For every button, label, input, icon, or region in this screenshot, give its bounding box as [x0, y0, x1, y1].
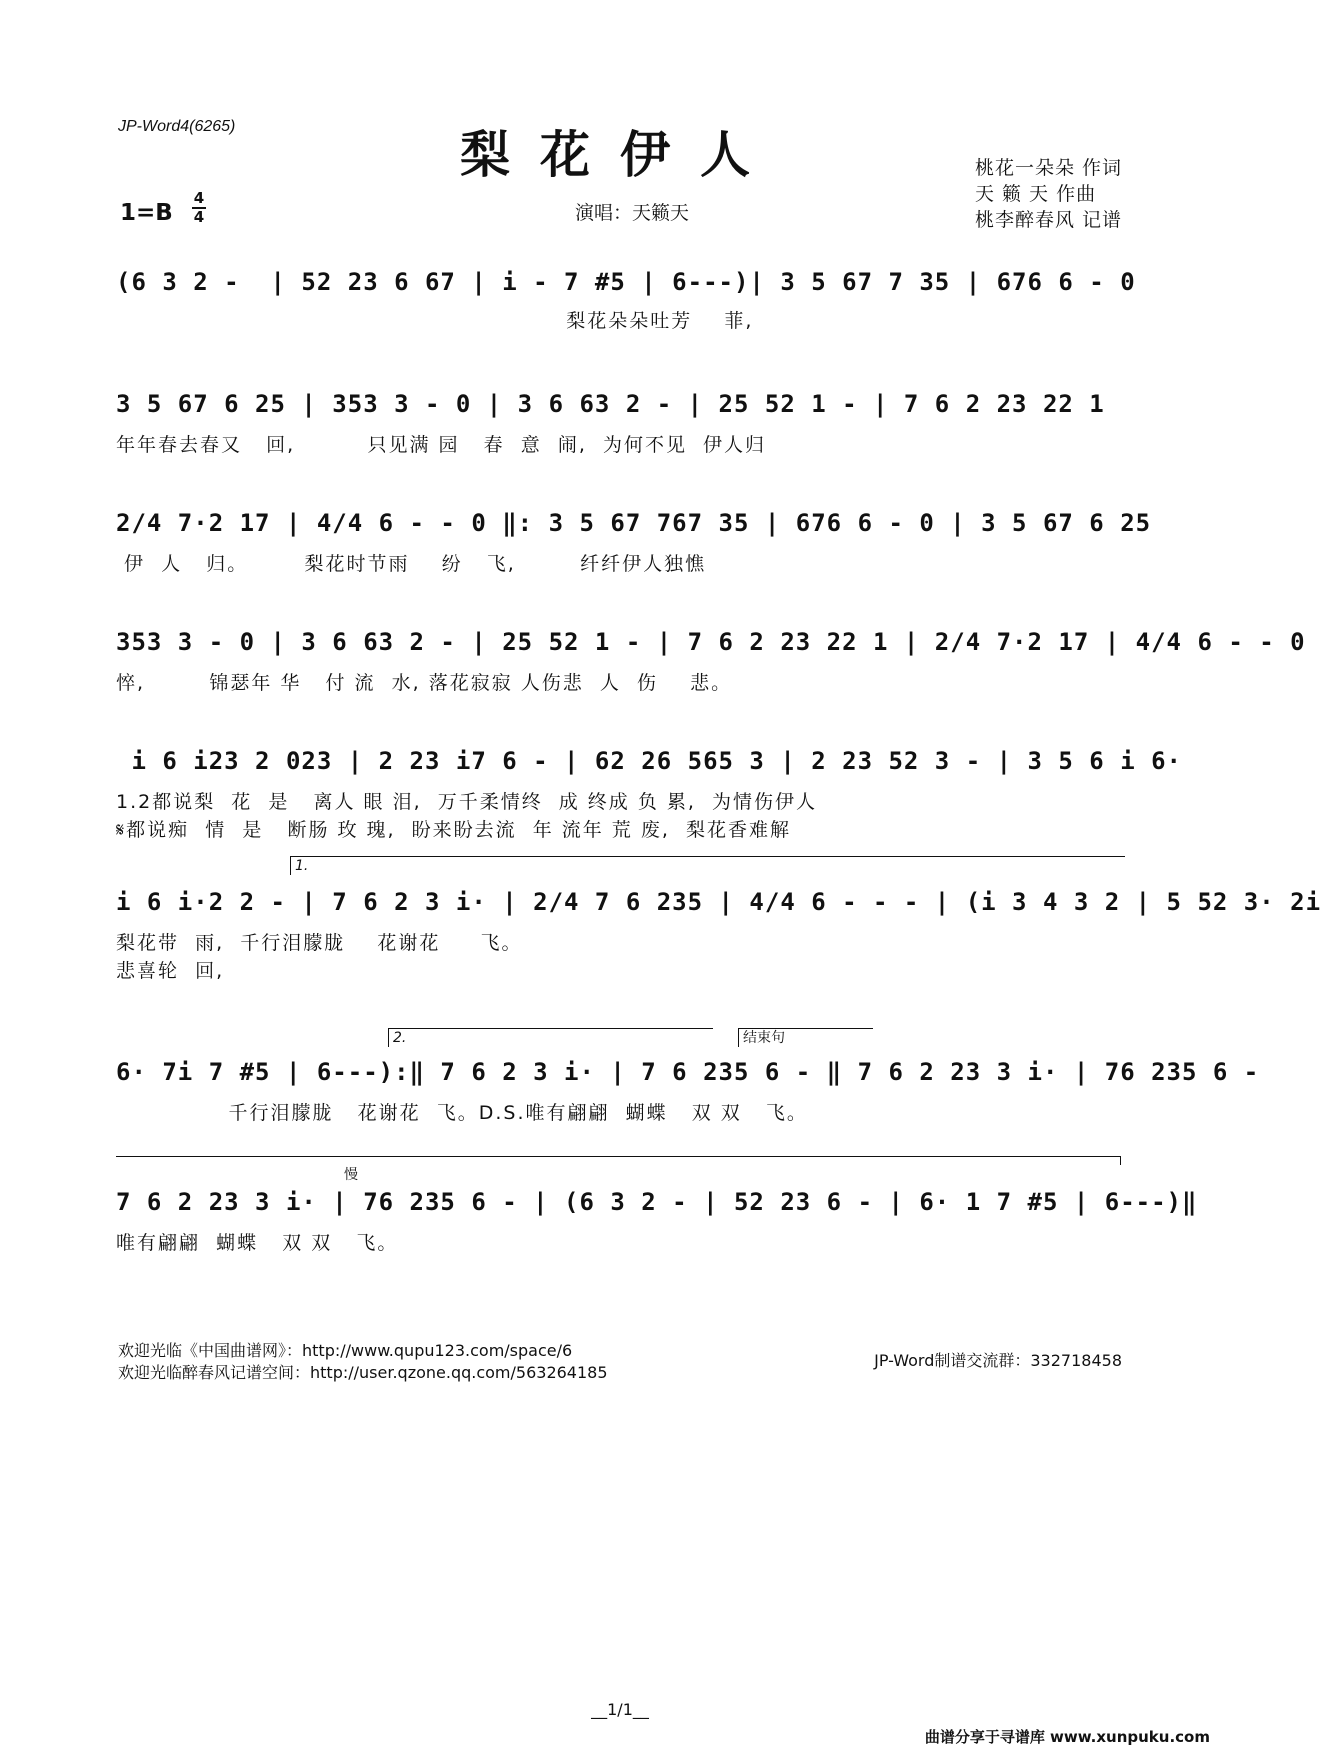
lyric-line-verse-2: 悲喜轮 回,	[116, 960, 225, 982]
lyric-line-verse-2: 𝄋都说痴 情 是 断肠 玫 瑰, 盼来盼去流 年 流年 荒 废, 梨花香难解	[116, 819, 791, 841]
notation-line: 353 3 - 0 | 3 6 63 2 - | 25 52 1 - | 7 6 2 23 22 1 | 2/4 7·2 17 | 4/4 6 - - 0	[116, 628, 1306, 656]
lyric-line: 唯有翩翩 蝴蝶 双 双 飞。	[116, 1232, 399, 1254]
singer: 演唱：天籁天	[574, 202, 689, 224]
notation-line: 7 6 2 23 3 i· | 76 235 6 - | (6 3 2 - | 52 23 6 - | 6· 1 7 #5 | 6---)‖	[116, 1188, 1198, 1216]
composer: 天 籁 天 作曲	[974, 183, 1097, 205]
lyricist: 桃花一朵朵 作词	[974, 157, 1122, 179]
meter-top: 4	[193, 189, 205, 207]
lyric-line: 千行泪朦胧 花谢花 飞。D.S.唯有翩翩 蝴蝶 双 双 飞。	[116, 1102, 808, 1124]
site-watermark: 曲谱分享于寻谱库 www.xunpuku.com	[924, 1728, 1210, 1746]
tempo-marking: 慢	[344, 1167, 358, 1183]
lyric-line: 梨花朵朵吐芳 菲,	[116, 310, 754, 332]
page-number: __1/1__	[591, 1700, 649, 1719]
notation-line: 3 5 67 6 25 | 353 3 - 0 | 3 6 63 2 - | 25 52 1 - | 7 6 2 23 22 1	[116, 390, 1105, 418]
key-signature: 1=B	[120, 200, 173, 226]
volta-bracket-2: 2.	[388, 1028, 713, 1047]
notation-line: i 6 i·2 2 - | 7 6 2 3 i· | 2/4 7 6 235 | 4/4 6 - - - | (i 3 4 3 2 | 5 52 3· 2i	[116, 888, 1321, 916]
footer-link-1[interactable]: 欢迎光临《中国曲谱网》：http://www.qupu123.com/space/6	[118, 1341, 573, 1360]
footer-link-2[interactable]: 欢迎光临醉春风记谱空间：http://user.qzone.qq.com/563264185	[118, 1363, 608, 1382]
page-title: 梨花伊人	[460, 125, 780, 184]
footer-links	[118, 1340, 608, 1384]
notation-line: (6 3 2 - | 52 23 6 67 | i - 7 #5 | 6---)| 3 5 67 7 35 | 676 6 - 0	[116, 268, 1136, 296]
lyric-line-verse-1: 梨花带 雨, 千行泪朦胧 花谢花 飞。	[116, 932, 523, 954]
volta-bracket-1: 1.	[290, 856, 1125, 875]
qq-group: JP-Word制谱交流群：332718458	[874, 1351, 1122, 1370]
software-label: JP-Word4(6265)	[118, 118, 236, 135]
notation-line: 2/4 7·2 17 | 4/4 6 - - 0 ‖: 3 5 67 767 35 | 676 6 - 0 | 3 5 67 6 25	[116, 509, 1152, 537]
repeat-bracket	[116, 1156, 1121, 1165]
ending-label: 结束句	[738, 1028, 873, 1047]
lyric-line: 年年春去春又 回, 只见满 园 春 意 闹, 为何不见 伊人归	[116, 434, 767, 456]
lyric-line-verse-1: 1.2都说梨 花 是 离人 眼 泪, 万千柔情终 成 终成 负 累, 为情伤伊人	[116, 791, 818, 813]
lyric-line: 悴, 锦瑟年 华 付 流 水, 落花寂寂 人伤悲 人 伤 悲。	[116, 672, 733, 694]
notation-line: i 6 i23 2 023 | 2 23 i7 6 - | 62 26 565 3 | 2 23 52 3 - | 3 5 6 i 6·	[116, 747, 1182, 775]
transcriber: 桃李醉春风 记谱	[974, 209, 1122, 231]
notation-line: 6· 7i 7 #5 | 6---):‖ 7 6 2 3 i· | 7 6 235 6 - ‖ 7 6 2 23 3 i· | 76 235 6 -	[116, 1058, 1260, 1086]
lyric-line: 伊 人 归。 梨花时节雨 纷 飞, 纤纤伊人独憔	[116, 553, 707, 575]
meter-bottom: 4	[193, 208, 205, 226]
